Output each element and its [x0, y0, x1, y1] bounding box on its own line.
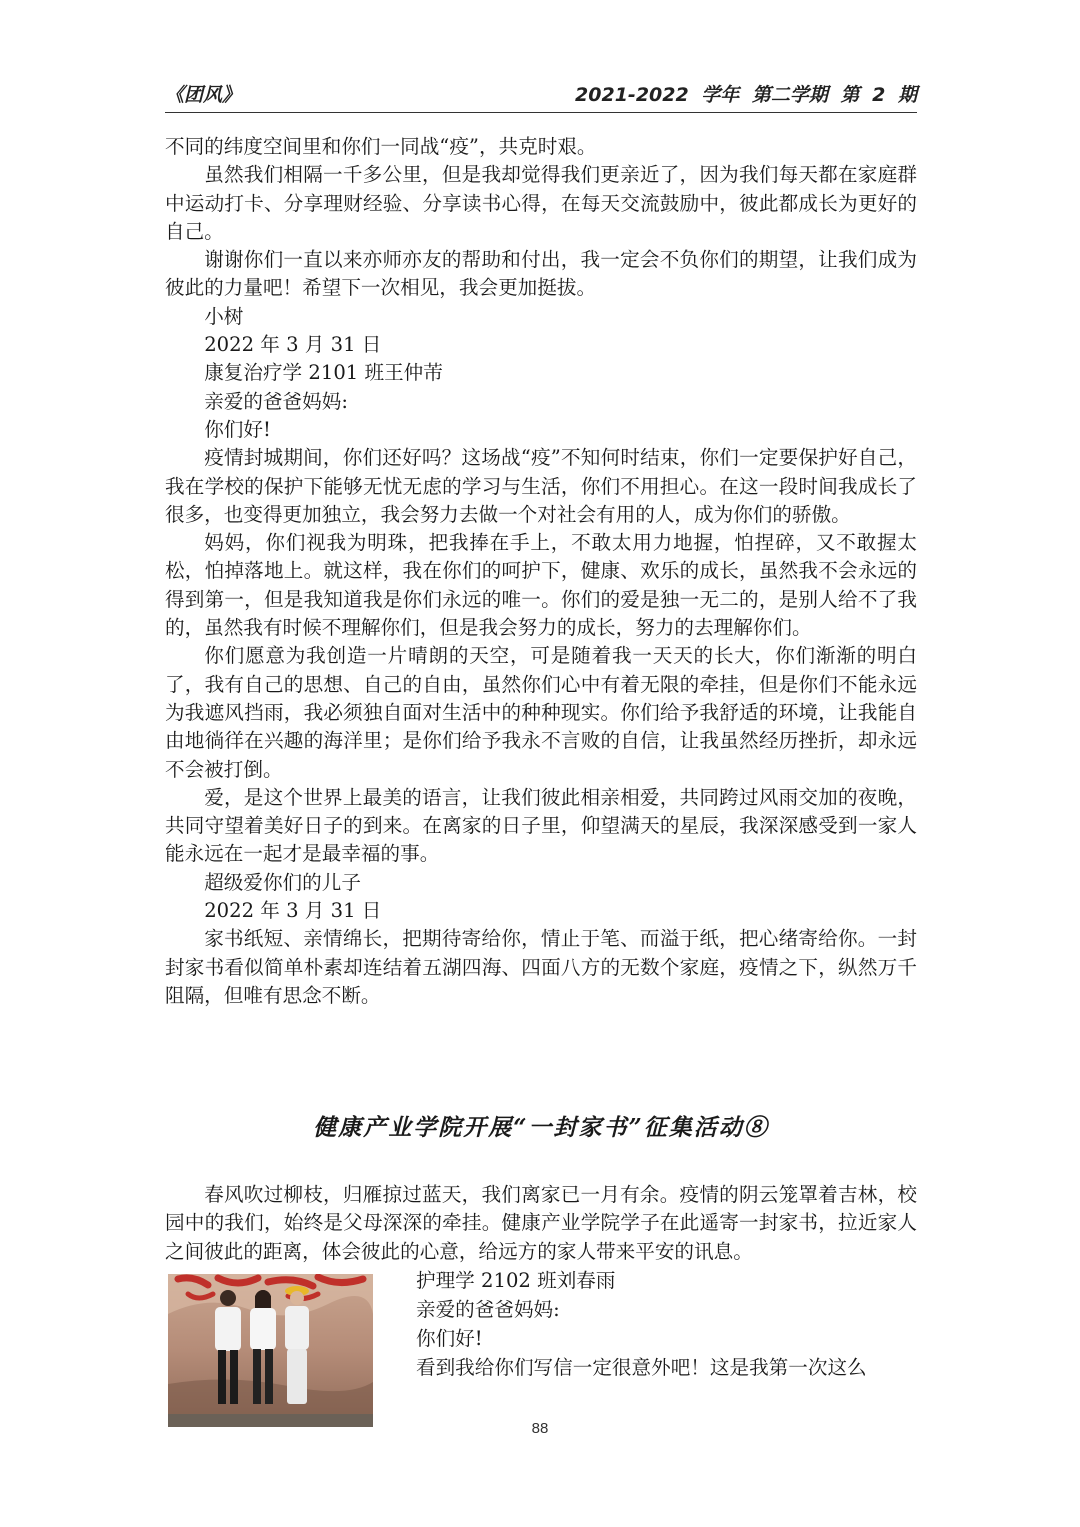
page-number: 88	[531, 1420, 549, 1437]
letter-2	[416, 1266, 916, 1382]
family-photo	[168, 1274, 373, 1427]
paragraph: 谢谢你们一直以来亦师亦友的帮助和付出，我一定会不负你们的期望，让我们成为彼此的力量吧！希望下一次相见，我会更加挺拔。	[165, 248, 917, 300]
family-photo-image	[168, 1274, 373, 1427]
article-body	[165, 133, 917, 1010]
letter2-opening: 看到我给你们写信一定很意外吧！这是我第一次这么	[416, 1356, 867, 1379]
issue-info: 2021-2022 学年 第二学期 第 2 期	[575, 84, 917, 106]
paragraph: 妈妈，你们视我为明珠，把我捧在手上，不敢太用力地握，怕捏碎，又不敢握太松，怕掉落地上。就这样，我在你们的呵护下，健康、欢乐的成长，虽然我不会永远的得到第一，但是我知道我是你们永远的唯一。你们的爱是独一无二的，是别人给不了我的，虽然我有时候不理解你们，但是我会努力的成长，努力的去理解你们。	[165, 531, 917, 640]
section-intro	[165, 1181, 917, 1266]
letter2-salutation: 亲爱的爸爸妈妈:	[416, 1298, 560, 1321]
paragraph: 爱，是这个世界上最美的语言，让我们彼此相亲相爱，共同跨过风雨交加的夜晚，共同守望着美好日子的到来。在离家的日子里，仰望满天的星辰，我深深感受到一家人能永远在一起才是最幸福的事。	[165, 785, 917, 866]
signature-line: 亲爱的爸爸妈妈:	[204, 389, 348, 413]
signature-line: 小树	[204, 304, 244, 328]
paragraph: 虽然我们相隔一千多公里，但是我却觉得我们更亲近了，因为我们每天都在家庭群中运动打卡、分享理财经验、分享读书心得，在每天交流鼓励中，彼此都成长为更好的自己。	[165, 163, 917, 243]
signature-line: 超级爱你们的儿子	[204, 870, 361, 894]
signature-line: 你们好!	[204, 417, 271, 441]
signature-line: 2022 年 3 月 31 日	[204, 899, 382, 923]
paragraph: 疫情封城期间，你们还好吗？这场战“疫”不知何时结束，你们一定要保护好自己，我在学校的保护下能够无忧无虑的学习与生活，你们不用担心。在这一段时间我成长了很多，也变得更加独立，我会努力去做一个对社会有用的人，成为你们的骄傲。	[165, 446, 917, 526]
paragraph: 你们愿意为我创造一片晴朗的天空，可是随着我一天天的长大，你们渐渐的明白了，我有自己的思想、自己的自由，虽然你们心中有着无限的牵挂，但是你们不能永远为我遮风挡雨，我必须独自面对生活中的种种现实。你们给予我舒适的环境，让我能自由地徜徉在兴趣的海洋里；是你们给予我永不言败的自信，让我虽然经历挫折，却永远不会被打倒。	[165, 644, 917, 781]
section-title: 健康产业学院开展“一封家书”征集活动⑧	[313, 1114, 769, 1141]
intro-paragraph: 春风吹过柳枝，归雁掠过蓝天，我们离家已一月有余。疫情的阴云笼罩着吉林，校园中的我们，始终是父母深深的牵挂。健康产业学院学子在此遥寄一封家书，拉近家人之间彼此的距离，体会彼此的心意，给远方的家人带来平安的讯息。	[165, 1183, 917, 1263]
journal-title: 《团风》	[165, 84, 242, 106]
letter2-author: 护理学 2102 班刘春雨	[416, 1269, 616, 1292]
signature-line: 2022 年 3 月 31 日	[204, 333, 382, 357]
signature-line: 康复治疗学 2101 班王仲芾	[204, 361, 443, 385]
paragraph: 不同的纬度空间里和你们一同战“疫”，共克时艰。	[165, 135, 597, 158]
page-header	[165, 78, 917, 108]
paragraph: 家书纸短、亲情绵长，把期待寄给你，情止于笔、而溢于纸，把心绪寄给你。一封封家书看似简单朴素却连结着五湖四海、四面八方的无数个家庭，疫情之下，纵然万千阻隔，但唯有思念不断。	[165, 927, 917, 1007]
letter2-greeting: 你们好!	[416, 1327, 483, 1350]
header-rule	[165, 112, 917, 113]
